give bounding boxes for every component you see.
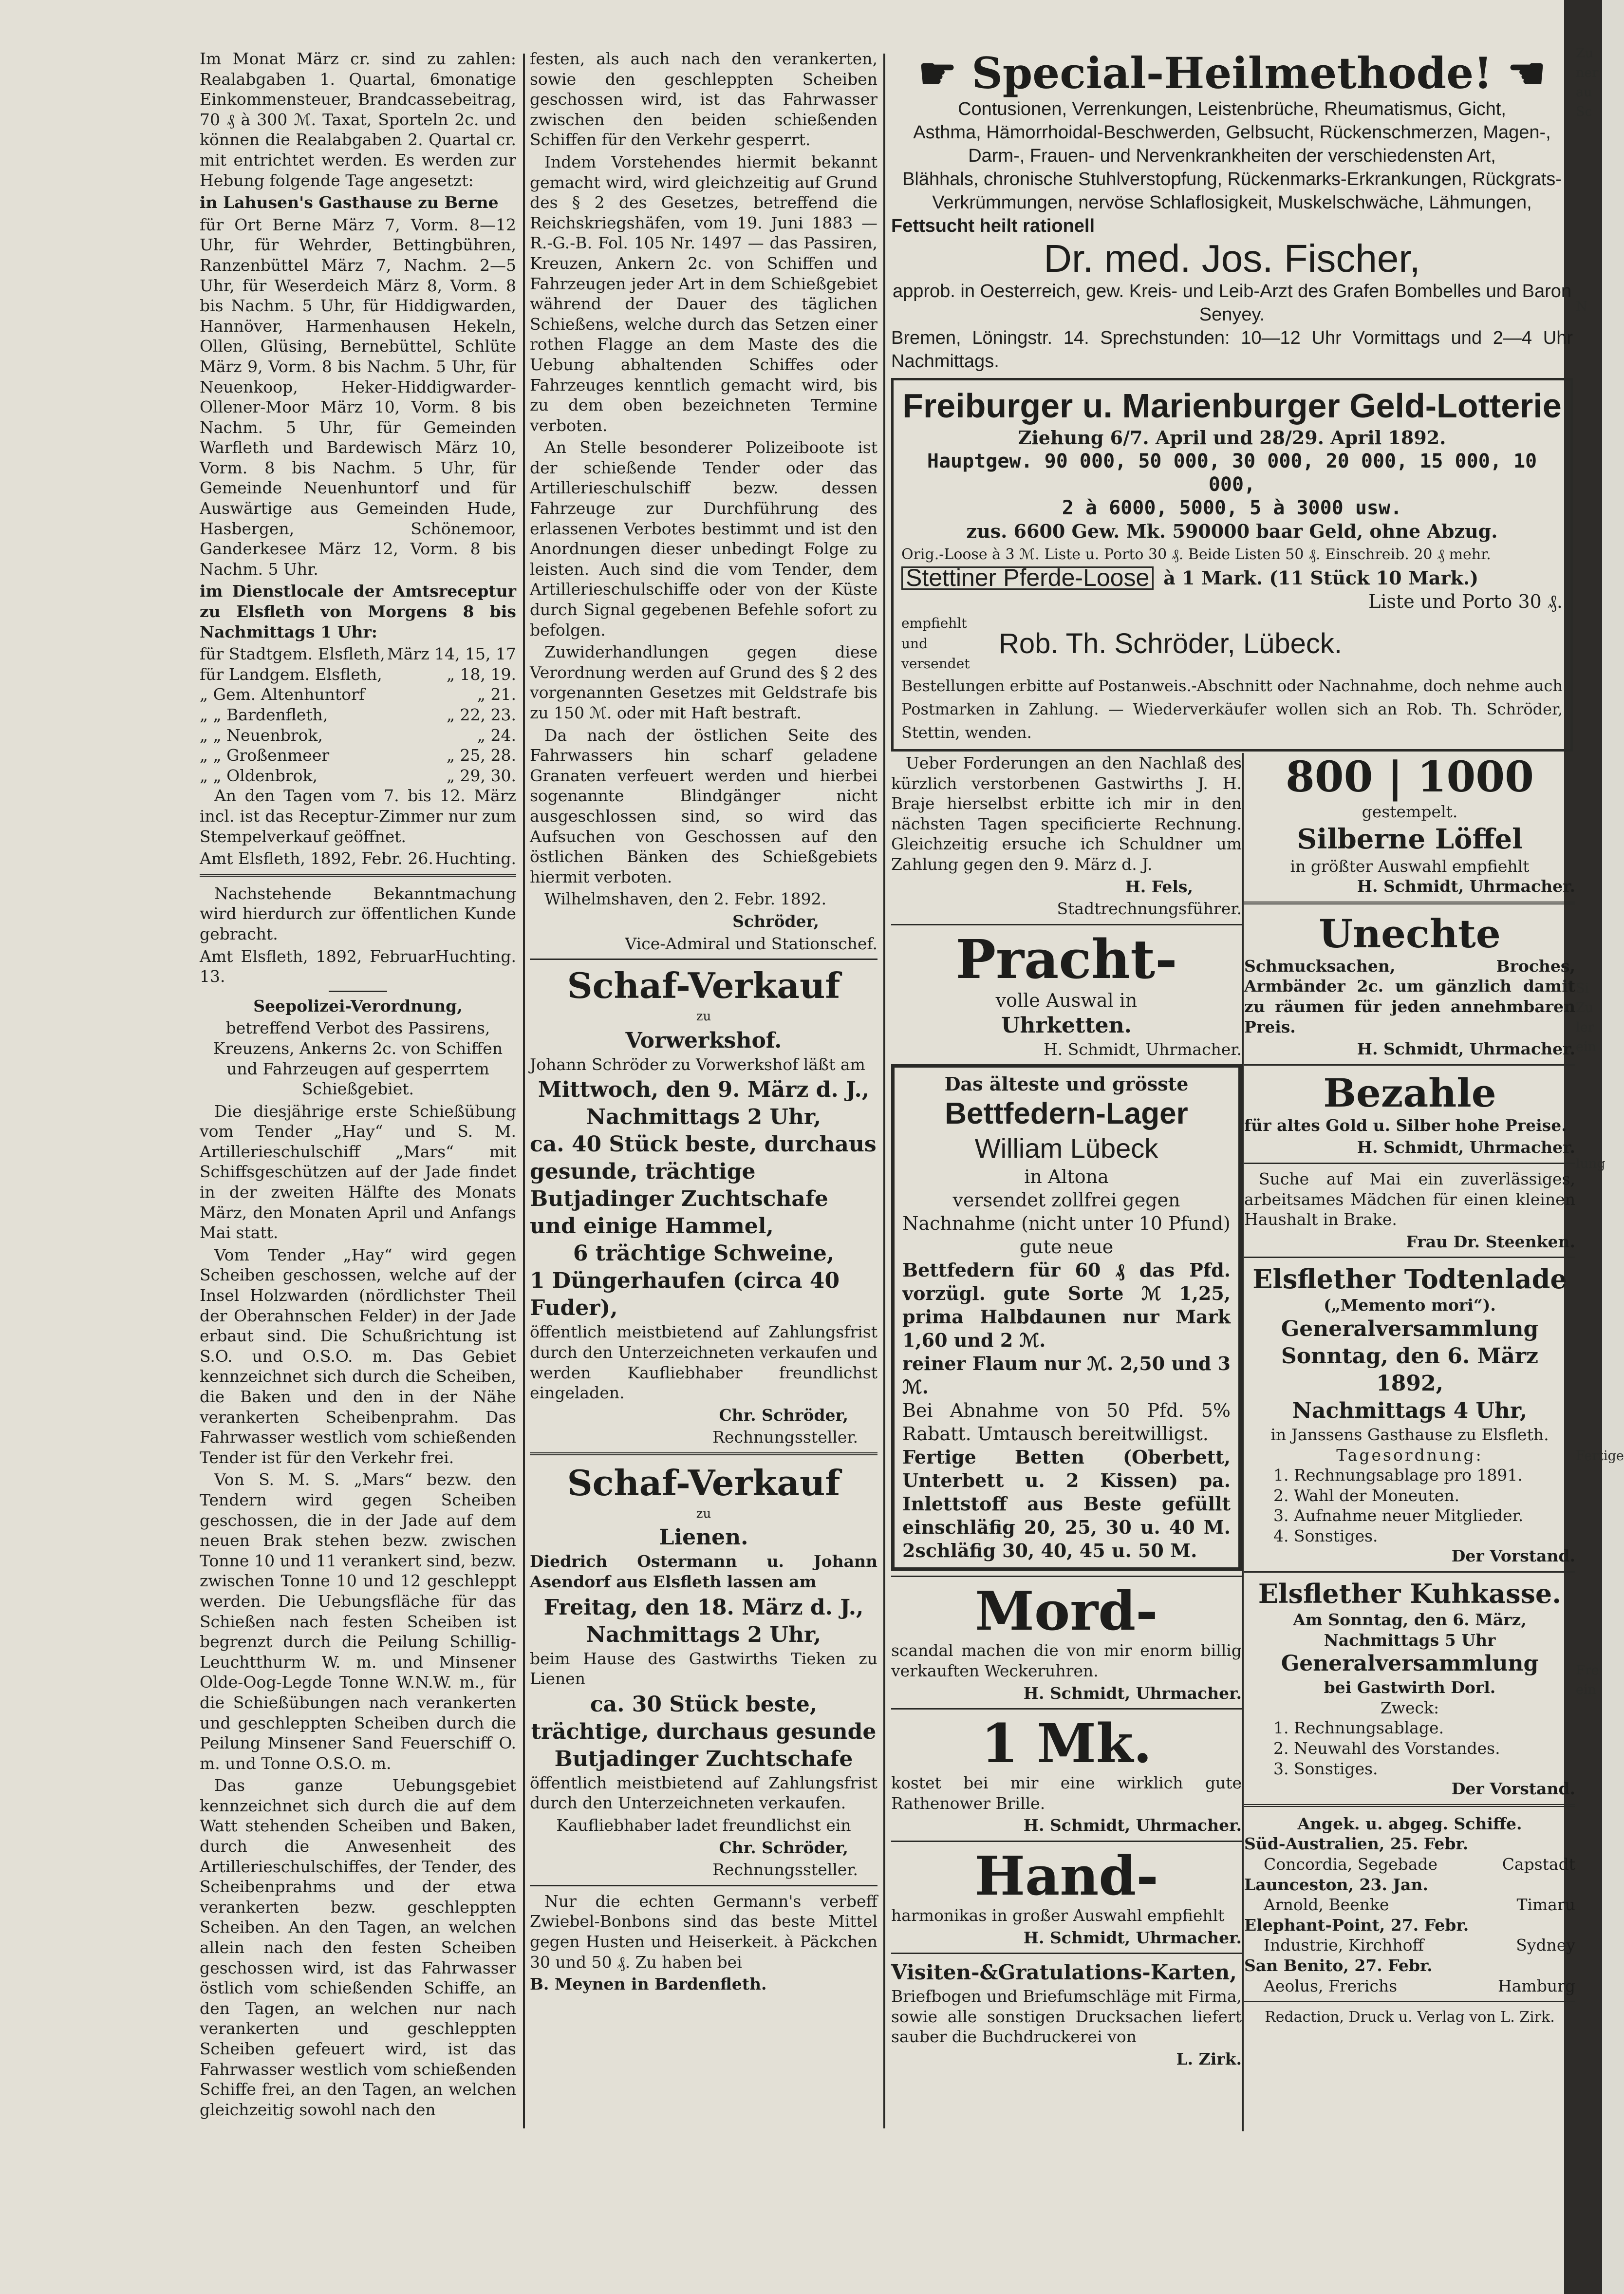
- strip-fragment: [1576, 1115, 1602, 1135]
- ad-text: volle Auswal in: [995, 989, 1138, 1011]
- ad-text: empfiehlt und versendet: [901, 615, 970, 672]
- ad-signer: H. Schmidt, Uhrmacher.: [1023, 1928, 1242, 1947]
- strip-fragment: Fertige: [1576, 1448, 1624, 1464]
- strip-fragment: [1576, 1193, 1602, 1213]
- ordinance-paragraph: festen, als auch nach den verankerten, sowie den geschleppten Scheiben geschossen wird, ist das Fahrwasser zwischen den beiden schießenden Schiffen für den Verkehr gesperrt.: [530, 49, 877, 150]
- strip-fragment: [1576, 687, 1602, 706]
- ad-text: versendet zollfrei gegen Nachnahme (nicht unter 10 Pfund) gute neue: [902, 1189, 1231, 1258]
- ad-title: Generalversammlung: [1281, 1651, 1539, 1676]
- strip-fragment: [1576, 1797, 1602, 1817]
- strip-fragment: [1576, 141, 1602, 161]
- table-row: für Landgem. Elsfleth, „ 18, 19.: [200, 664, 516, 684]
- ad-signer-title: Rechnungssteller.: [712, 1860, 858, 1880]
- ad-title: Pracht-: [955, 927, 1177, 991]
- ad-signer: H. Schmidt, Uhrmacher.: [1023, 1683, 1242, 1703]
- ordinance-paragraph: Von S. M. S. „Mars“ bezw. den Tendern wird gegen Scheiben geschossen, die in der Jade auf dem neuen Brak stehen bezw. zwischen Tonne 10 und 11 verankert sind, bezw. zwischen Tonne 10 und 12 geschleppt werden. Die Uebungsfläche für das Schießen nach festen Scheiben ist begrenzt durch die Peilung Schillig-Leuchtthurm W. m. und Minsener Olde-Oog-Legde Tonne W.N.W. m., für die Schießübungen nach verankerten und geschleppten Scheiben durch die Peilung Minsener Sand Feuerschiff O. m. und Tonne O.S.O. m.: [200, 1470, 516, 1773]
- strip-fragment: Sc: [1576, 104, 1592, 119]
- ad-signer: H. Schmidt, Uhrmacher.: [1357, 1039, 1575, 1059]
- strip-fragment: [1576, 843, 1602, 862]
- ordinance-paragraph: Das ganze Uebungsgebiet kennzeichnet sich durch die auf dem Watt stehenden Scheiben und Baken, durch die Anwesenheit des Artillerieschulschiffes, der Tender, des Scheibenprahms und der etwa verankerten bezw. geschleppten Scheiben. An den Tagen, an welchen allein nach den festen Scheiben geschossen wird, ist das Fahrwasser östlich vom schießenden Schiffe, an den Tagen, an welchen nur nach verankerten und geschleppten Scheiben gefeuert wird, ist das Fahrwasser westlich vom schießenden Schiffe frei, an den Tagen, an welchen gleichzeitig sowohl nach den: [200, 1776, 516, 2119]
- ad-signer: Chr. Schröder,: [719, 1405, 848, 1425]
- ad-text: bei Gastwirth Dorl.: [1324, 1678, 1496, 1697]
- divider: [891, 1576, 1242, 1577]
- ad-text: öffentlich meistbietend auf Zahlungsfrist durch den Unterzeichneten verkaufen.: [530, 1773, 877, 1813]
- ad-text: approb. in Oesterreich, gew. Kreis- und Leib-Arzt des Grafen Bombelles und Baron Senyey.: [892, 281, 1572, 325]
- tax-location-heading: im Dienstlocale der Amtsreceptur zu Elsfleth von Morgens 8 bis Nachmittags 1 Uhr:: [200, 582, 516, 641]
- strip-fragment: [1576, 765, 1602, 784]
- ad-title: Mord-: [975, 1579, 1158, 1643]
- strip-fragment: [1576, 940, 1602, 959]
- ad-text: reiner Flaum nur ℳ. 2,50 und 3 ℳ.: [902, 1353, 1231, 1398]
- strip-fragment: [1576, 1563, 1602, 1583]
- ad-time: Nachmittags 2 Uhr,: [586, 1622, 821, 1647]
- ad-text: Bei Abnahme von 50 Pfd. 5% Rabatt. Umtausch bereitwilligst.: [902, 1400, 1231, 1445]
- strip-fragment: [1576, 453, 1602, 472]
- ad-text: Das älteste und grösste: [944, 1073, 1189, 1095]
- list-item: 2. Neuwahl des Vorstandes.: [1273, 1739, 1500, 1758]
- strip-fragment: [1576, 414, 1602, 433]
- ad-title: Bezahle: [1323, 1070, 1496, 1116]
- ordinance-paragraph: An Stelle besonderer Polizeiboote ist der schießende Tender oder das Artillerieschulschiff bezw. dessen Fahrzeuge zur Durchführung des erlassenen Verbotes bestimmt und ist den Anordnungen dieser unbedingt Folge zu leisten. Auch sind die vom Tender, dem Artillerieschulschiffe oder von der Küste durch Signal gegebenen Befehle sofort zu befolgen.: [530, 438, 877, 639]
- strip-fragment: [1576, 1856, 1602, 1875]
- column-rule: [1242, 753, 1244, 2131]
- strip-fragment: [1576, 1135, 1602, 1154]
- strip-fragment: [1576, 1524, 1602, 1544]
- ad-text: Kaufliebhaber ladet freundlichst ein: [556, 1816, 851, 1835]
- ad-date: Mittwoch, den 9. März d. J.,: [538, 1077, 870, 1103]
- strip-fragment: [1576, 1583, 1602, 1602]
- ad-title: Hand-: [974, 1844, 1158, 1907]
- strip-fragment: [1576, 1076, 1602, 1096]
- table-row: Concordia, Segebade Capstadt: [1264, 1855, 1575, 1874]
- ad-text: in größter Auswahl empfiehlt: [1290, 856, 1530, 876]
- ad-text: Tagesordnung:: [1336, 1445, 1483, 1465]
- ad-text: Liste und Porto 30 ₰.: [1368, 591, 1563, 612]
- strip-fragment: [1576, 1992, 1602, 2012]
- strip-fragment: [1576, 570, 1602, 589]
- strip-fragment: [1576, 1485, 1602, 1505]
- ad-title: Elsflether Kuhkasse.: [1258, 1578, 1562, 1610]
- strip-fragment: [1576, 1719, 1602, 1739]
- strip-fragment: [1576, 122, 1602, 141]
- ad-text: zus. 6600 Gew. Mk. 590000 baar Geld, ohne Abzug.: [966, 520, 1498, 542]
- strip-fragment: [1576, 1602, 1602, 1622]
- ordinance-title: Seepolizei-Verordnung,: [253, 996, 463, 1015]
- ad-text: Blähhals, chronische Stuhlverstopfung, Rückenmarks-Erkrankungen, Rückgrats-Verkrümmungen, nervöse Schlaflosigkeit, Muskelschwäche, Lähmungen,: [902, 169, 1562, 213]
- ad-text: Ueber Forderungen an den Nachlaß des kürzlich verstorbenen Gastwirths J. H. Braje hierselbst erbitte ich mir in den nächsten Tagen specificierte Rechnung. Gleichzeitig ersuche ich Schuldner um Zahlung gegen den 9. März d. J.: [891, 753, 1242, 874]
- ad-text: zu: [696, 1009, 711, 1024]
- notice-intro: Nachstehende Bekanntmachung wird hierdurch zur öffentlichen Kunde gebracht.: [200, 884, 516, 943]
- column-5: [1244, 753, 1575, 2136]
- divider: [1244, 2001, 1575, 2002]
- doctor-name: Dr. med. Jos. Fischer,: [1044, 237, 1420, 280]
- ad-signer-title: Rechnungssteller.: [712, 1428, 858, 1447]
- divider: [329, 991, 387, 992]
- ad-signer: H. Schmidt, Uhrmacher.: [1043, 1039, 1242, 1059]
- strip-fragment: [1576, 492, 1602, 511]
- strip-fragment: [1576, 1057, 1602, 1076]
- strip-fragment: [1576, 1973, 1602, 1992]
- tax-notice: Im Monat März cr. sind zu zahlen: Realabgaben 1. Quartal, 6monatige Einkommensteuer, Brandcassebeitrag, 70 ₰ à 300 ℳ. Taxat, Sporteln 2c. und können die Realabgaben 2. Quartal cr. mit entrichtet werden. Es werden zur Hebung folgende Tage angesetzt:: [200, 49, 516, 190]
- strip-fragment: [1576, 1817, 1602, 1836]
- strip-fragment: [1576, 1310, 1602, 1330]
- strip-fragment: [1576, 1388, 1602, 1408]
- strip-fragment: [1576, 1700, 1602, 1719]
- strip-fragment: Si: [1576, 981, 1589, 996]
- strip-fragment: [1576, 882, 1602, 901]
- strip-fragment: [1576, 1953, 1602, 1973]
- strip-fragment: [1576, 1252, 1602, 1271]
- ad-text: („Memento mori“).: [1324, 1296, 1496, 1315]
- strip-fragment: [1576, 356, 1602, 375]
- list-item: 1. Rechnungsablage.: [1273, 1718, 1444, 1738]
- ad-goods: 6 trächtige Schweine,: [573, 1241, 835, 1266]
- divider: [1244, 1064, 1575, 1066]
- list-item: 4. Sonstiges.: [1273, 1526, 1378, 1545]
- divider: [1244, 1257, 1575, 1258]
- ad-signer: B. Meynen in Bardenfleth.: [530, 1974, 767, 1994]
- strip-fragment: [1576, 1213, 1602, 1232]
- ad-title: Bettfedern-Lager: [945, 1097, 1188, 1131]
- strip-fragment: [1576, 667, 1602, 687]
- divider: [200, 874, 516, 879]
- ad-signer: H. Schmidt, Uhrmacher.: [1357, 877, 1575, 896]
- strip-fragment: [1576, 1758, 1602, 1778]
- strip-fragment: [1576, 1427, 1602, 1447]
- strip-fragment: [1576, 1408, 1602, 1427]
- table-row: „ „ Oldenbrok, „ 29, 30.: [200, 766, 516, 785]
- strip-fragment: [1576, 609, 1602, 628]
- strip-fragment: ler: [1576, 1020, 1594, 1035]
- table-row: „ „ Großenmeer „ 25, 28.: [200, 746, 516, 765]
- strip-fragment: [1576, 1466, 1602, 1485]
- ad-text: in Altona: [1024, 1166, 1109, 1188]
- tax-schedule-berne: für Ort Berne März 7, Vorm. 8—12 Uhr, für Wehrder, Bettingbühren, Ranzenbüttel März 7, Nachm. 2—5 Uhr, für Weserdeich März 8, Vorm. 8 bis Nachm. 5 Uhr, für Hiddigwarden, Hannöver, Harmenhausen Hekeln, Ollen, Glüsing, Bernebüttel, Schlüte März 9, Vorm. 8 bis Nachm. 5 Uhr, für Neuenkoop, Heker-Hiddigwarder-Ollener-Moor März 10, Vorm. 8 bis Nachm. 5 Uhr, für Gemeinden Warfleth und Bardewisch März 10, Vorm. 8 bis Nachm. 5 Uhr, für Gemeinde Neuenhuntorf und für Auswärtige aus Gemeinden Hude, Hasbergen, Schönemoor, Ganderkesee März 12, Vorm. 8 bis Nachm. 5 Uhr.: [200, 215, 516, 579]
- strip-fragment: N: [1576, 299, 1587, 314]
- ad-text: Johann Schröder zu Vorwerkshof läßt am: [530, 1054, 865, 1074]
- ad-signer: Chr. Schröder,: [719, 1838, 848, 1857]
- ad-place: Lienen.: [659, 1525, 748, 1550]
- ad-text: Briefbogen und Briefumschläge mit Firma, sowie alle sonstigen Drucksachen liefert sauber die Buchdruckerei von: [891, 1987, 1242, 2047]
- strip-fragment: [1576, 511, 1602, 531]
- ordinance-subtitle: betreffend Verbot des Passirens, Kreuzens, Ankerns 2c. von Schiffen und Fahrzeugen auf gesperrtem Schießgebiet.: [213, 1018, 503, 1099]
- ad-goods: ca. 30 Stück beste, trächtige, durchaus gesunde Butjadinger Zuchtschafe: [531, 1692, 877, 1771]
- divider: [891, 924, 1242, 925]
- ad-text: Stettiner Pferde-Loose: [901, 566, 1154, 590]
- strip-fragment: [1576, 278, 1602, 297]
- ad-text: Suche auf Mai ein zuverlässiges, arbeitsames Mädchen für einen kleinen Haushalt in Brake.: [1244, 1169, 1575, 1229]
- divider: [1244, 902, 1575, 906]
- ad-title: Uhrketten.: [1001, 1013, 1132, 1038]
- ad-signer-title: Stadtrechnungsführer.: [1057, 899, 1242, 919]
- ad-date: Sonntag, den 6. März 1892,: [1281, 1343, 1539, 1396]
- strip-fragment: [1576, 433, 1602, 453]
- strip-fragment: [1576, 1914, 1602, 1934]
- ad-title: Visiten-&Gratulations-Karten,: [891, 1960, 1237, 1985]
- column-2: [530, 49, 877, 2128]
- divider: [1244, 1163, 1575, 1164]
- ad-title: ☛ Special-Heilmethode! ☚: [918, 48, 1546, 98]
- ad-title: Schaf-Verkauf: [567, 965, 840, 1007]
- strip-fragment: [1576, 784, 1602, 804]
- ad-signer: L. Zirk.: [1176, 2049, 1242, 2068]
- divider: [1244, 1571, 1575, 1573]
- list-item: 3. Aufnahme neuer Mitglieder.: [1273, 1506, 1524, 1525]
- table-row: San Benito, 27. Febr.: [1244, 1956, 1433, 1975]
- ordinance-signer-title: Vice-Admiral und Stationschef.: [625, 934, 877, 953]
- column-rule: [523, 54, 525, 2128]
- strip-fragment: [1576, 161, 1602, 180]
- column-rule: [883, 54, 885, 2128]
- divider: [891, 1841, 1242, 1842]
- table-row: Launceston, 23. Jan.: [1244, 1875, 1428, 1894]
- strip-fragment: [1576, 1895, 1602, 1914]
- ad-signer: Der Vorstand.: [1451, 1779, 1575, 1799]
- strip-fragment: [1576, 862, 1602, 882]
- ad-row: [901, 613, 1563, 674]
- strip-fragment: [1576, 1096, 1602, 1115]
- column-1: [200, 49, 516, 2128]
- strip-fragment: [1576, 336, 1602, 356]
- ad-date: Freitag, den 18. März d. J.,: [543, 1595, 864, 1620]
- ad-title: Generalversammlung: [1281, 1316, 1539, 1341]
- ordinance-paragraph: Da nach der östlichen Seite des Fahrwassers hin scharf geladene Granaten verfeuert werden und hierbei sogenannte Blindgänger nicht ausgeschlossen sind, so wird das Aufsuchen von Geschossen auf den östlichen Bänken des Schießgebiets hiermit verboten.: [530, 725, 877, 886]
- ad-text: Schmucksachen, Broches, Armbänder 2c. um gänzlich damit zu räumen für jeden annehmbaren Preis.: [1244, 956, 1575, 1036]
- ad-text: scandal machen die von mir enorm billig verkauften Weckeruhren.: [891, 1641, 1242, 1680]
- strip-fragment: [1576, 706, 1602, 726]
- strip-fragment: [1576, 550, 1602, 570]
- strip-fragment: Zu: [1576, 1000, 1594, 1015]
- ad-text: in Janssens Gasthause zu Elsfleth.: [1270, 1425, 1549, 1444]
- table-row: Elephant-Point, 27. Febr.: [1244, 1915, 1469, 1935]
- strip-fragment: [1576, 628, 1602, 648]
- ad-signer: H. Schmidt, Uhrmacher.: [1023, 1816, 1242, 1835]
- strip-fragment: [1576, 589, 1602, 609]
- strip-fragment: [1576, 1934, 1602, 1953]
- strip-fragment: [1576, 1232, 1602, 1252]
- ad-text: zu: [696, 1506, 711, 1521]
- strip-fragment: [1576, 901, 1602, 921]
- strip-fragment: [1576, 1641, 1602, 1661]
- adjacent-page-strip: [1576, 44, 1624, 2012]
- ad-text: für altes Gold u. Silber hohe Preise.: [1244, 1115, 1567, 1135]
- strip-fragment: [1576, 1739, 1602, 1758]
- strip-fragment: [1576, 745, 1602, 765]
- signature-line: Amt Elsfleth, 1892, Februar 13. Huchting.: [200, 946, 516, 986]
- ad-time: Nachmittags 4 Uhr,: [1292, 1398, 1528, 1423]
- strip-fragment: [1576, 804, 1602, 823]
- bettfedern-ad: [891, 1064, 1242, 1571]
- strip-fragment: [1576, 726, 1602, 745]
- ad-text: Bremen, Löningstr. 14. Sprechstunden: 10—12 Uhr Vormittags und 2—4 Uhr Nachmittags.: [891, 328, 1573, 372]
- ad-text: 2 à 6000, 5000, 5 à 3000 usw.: [1062, 497, 1402, 519]
- ad-text: harmonikas in großer Auswahl empfiehlt: [891, 1905, 1225, 1925]
- strip-fragment: lung: [1576, 1156, 1605, 1171]
- strip-fragment: [1576, 472, 1602, 492]
- ad-text: Am Sonntag, den 6. März, Nachmittags 5 Uhr: [1293, 1610, 1527, 1650]
- divider: [1244, 1804, 1575, 1809]
- strip-fragment: [1576, 1875, 1602, 1895]
- ad-text: Darm-, Frauen- und Nervenkrankheiten der verschiedensten Art,: [968, 146, 1496, 166]
- tax-location-heading: in Lahusen's Gasthause zu Berne: [200, 193, 499, 212]
- tax-schedule-table: [200, 644, 516, 786]
- strip-fragment: [1576, 258, 1602, 278]
- strip-fragment: ein: [1576, 1682, 1597, 1697]
- strip-fragment: ein: [1576, 1039, 1597, 1054]
- ad-signer: Frau Dr. Steenken.: [1406, 1232, 1575, 1251]
- ad-title: Elsflether Todtenlade: [1252, 1263, 1567, 1295]
- table-row: Industrie, Kirchhoff Sydney: [1264, 1936, 1575, 1955]
- ad-title: Silberne Löffel: [1297, 823, 1523, 855]
- ad-signer: H. Schmidt, Uhrmacher.: [1357, 1138, 1575, 1157]
- table-row: „ „ Bardenfleth, „ 22, 23.: [200, 705, 516, 724]
- strip-fragment: [1576, 531, 1602, 550]
- ad-signer: Der Vorstand.: [1451, 1546, 1575, 1566]
- ad-title: 800 | 1000: [1285, 752, 1534, 802]
- strip-fragment: [1576, 200, 1602, 219]
- table-row: für Stadtgem. Elsfleth, März 14, 15, 17: [200, 644, 516, 664]
- ad-place: Vorwerkshof.: [625, 1028, 782, 1053]
- ad-title: 1 Mk.: [981, 1712, 1152, 1775]
- strip-fragment: [1576, 1174, 1602, 1193]
- divider: [530, 959, 877, 960]
- ad-text: Contusionen, Verrenkungen, Leistenbrüche, Rheumatismus, Gicht,: [958, 99, 1506, 119]
- list-item: 2. Wahl der Moneuten.: [1273, 1485, 1460, 1505]
- ad-text: Rob. Th. Schröder, Lübeck.: [999, 627, 1343, 659]
- ordinance-paragraph: Indem Vorstehendes hiermit bekannt gemacht wird, wird gleichzeitig auf Grund des § 2 des Gesetzes, betreffend die Reichskriegshäfen, vom 19. Juni 1883 — R.-G.-B. Fol. 105 Nr. 1497 — das Passiren, Kreuzen, Ankern 2c. von Schiffen und Fahrzeugen jeder Art in dem Schießgebiet während der Dauer des täglichen Schießens, welche durch das Setzen einer rothen Flagge an dem Maste des die Uebung abhaltenden Schiffes oder Fahrzeuges kenntlich gemacht wird, bis zu dem oben bezeichneten Termine verboten.: [530, 152, 877, 435]
- strip-fragment: [1576, 1330, 1602, 1349]
- strip-fragment: [1576, 921, 1602, 940]
- ad-text: Hauptgew. 90 000, 50 000, 30 000, 20 000, 15 000, 10 000,: [927, 450, 1537, 496]
- strip-fragment: ner: [1576, 65, 1599, 80]
- strip-fragment: [1576, 1291, 1602, 1310]
- ad-text: Orig.-Loose à 3 ℳ. Liste u. Porto 30 ₰. Beide Listen 50 ₰. Einschreib. 20 ₰ mehr.: [901, 546, 1491, 563]
- ad-text: kostet bei mir eine wirklich gute Rathenower Brille.: [891, 1773, 1242, 1813]
- ordinance-paragraph: Die diesjährige erste Schießübung vom Tender „Hay“ und S. M. Artillerieschulschiff „Mars“ mit Schiffsgeschützen auf der Jade findet in der zweiten Hälfte des Monats März, den Monaten April und Anfangs Mai statt.: [200, 1101, 516, 1242]
- ad-title: Unechte: [1319, 910, 1501, 957]
- ad-text: Diedrich Ostermann u. Johann Asendorf aus Elsfleth lassen am: [530, 1552, 877, 1592]
- strip-fragment: [1576, 239, 1602, 258]
- table-row: Arnold, Beenke Timaru: [1264, 1895, 1575, 1915]
- imprint: Redaction, Druck u. Verlag von L. Zirk.: [1265, 2009, 1555, 2026]
- lottery-ad: [891, 378, 1573, 752]
- ad-text: Bestellungen erbitte auf Postanweis.-Abschnitt oder Nachnahme, doch nehme auch Postmarken in Zahlung. — Wiederverkäufer wollen sich an Rob. Th. Schröder, Stettin, wenden.: [901, 676, 1563, 742]
- tax-note: An den Tagen vom 7. bis 12. März incl. ist das Receptur-Zimmer nur zum Stempelverkauf geöffnet.: [200, 786, 516, 846]
- ad-text: gestempelt.: [1362, 802, 1458, 821]
- strip-fragment: [1576, 180, 1602, 200]
- strip-fragment: [1576, 1622, 1602, 1641]
- strip-fragment: [1576, 219, 1602, 239]
- divider: [891, 1708, 1242, 1710]
- ordinance-date: Wilhelmshaven, den 2. Febr. 1892.: [544, 889, 827, 909]
- table-row: „ „ Neuenbrok, „ 24.: [200, 725, 516, 745]
- section-heading: Angek. u. abgeg. Schiffe.: [1297, 1814, 1522, 1833]
- ad-goods: ca. 40 Stück beste, durchaus gesunde, trächtige Butjadinger Zuchtschafe und einige Hammel,: [530, 1132, 877, 1239]
- strip-fragment: [1576, 648, 1602, 667]
- list-item: 1. Rechnungsablage pro 1891.: [1273, 1466, 1523, 1485]
- list-item: 3. Sonstiges.: [1273, 1759, 1378, 1778]
- ordinance-paragraph: Zuwiderhandlungen gegen diese Verordnung werden auf Grund des § 2 des vorgenannten Gesetzes mit Geldstrafe bis zu 150 ℳ. oder mit Haft bestraft.: [530, 642, 877, 722]
- strip-fragment: [1576, 1505, 1602, 1524]
- table-row: Aeolus, Frerichs Hamburg: [1264, 1976, 1575, 1995]
- ordinance-paragraph: Vom Tender „Hay“ wird gegen Scheiben geschossen, welche auf der Insel Holzwarden (nördlichster Theil der Oberahnschen Felder) in der Jade erbaut sind. Die Schußrichtung ist S.O. und O.S.O. m. Das Gebiet kennzeichnet sich durch die Scheiben, die Baken und den in der Nähe verankerten Scheibenprahm. Das Fahrwasser westlich vom schießenden Tender ist für den Verkehr frei.: [200, 1245, 516, 1467]
- strip-fragment: [1576, 959, 1602, 979]
- signature-line: Amt Elsfleth, 1892, Febr. 26. Huchting.: [200, 849, 516, 868]
- strip-fragment: [1576, 1271, 1602, 1291]
- strip-fragment: Fre: [1576, 1663, 1599, 1678]
- divider: [530, 1885, 877, 1886]
- strip-fragment: au: [1576, 85, 1592, 100]
- ad-goods: 1 Düngerhaufen (circa 40 Fuder),: [530, 1268, 840, 1321]
- ad-text: Fertige Betten (Oberbett, Unterbett u. 2 Kissen) pa. Inlettstoff aus Beste gefüllt einschläfig 20, 25, 30 u. 40 M. 2schläfig 30, 40, 45 u. 50 M.: [902, 1446, 1231, 1562]
- ad-text: Bettfedern für 60 ₰ das Pfd. vorzügl. gute Sorte ℳ 1,25, prima Halbdaunen nur Mark 1,60 und 2 ℳ.: [902, 1259, 1231, 1352]
- column-4: [891, 753, 1242, 2136]
- ad-time: Nachmittags 2 Uhr,: [586, 1105, 821, 1130]
- strip-fragment: [1576, 823, 1602, 843]
- strip-fragment: [1576, 375, 1602, 395]
- ad-title: William Lübeck: [974, 1133, 1158, 1164]
- ad-text: Fettsucht heilt rationell: [891, 216, 1095, 236]
- ad-text: beim Hause des Gastwirths Tieken zu Lienen: [530, 1649, 877, 1689]
- table-row: „ Gem. Altenhuntorf „ 21.: [200, 685, 516, 704]
- ad-text: Ziehung 6/7. April und 28/29. April 1892.: [1018, 427, 1446, 449]
- divider: [891, 1953, 1242, 1954]
- table-row: Süd-Australien, 25. Febr.: [1244, 1834, 1469, 1854]
- ad-text: Asthma, Hämorrhoidal-Beschwerden, Gelbsucht, Rückenschmerzen, Magen-,: [913, 122, 1551, 143]
- ad-text: Zweck:: [1380, 1698, 1439, 1717]
- ad-text: à 1 Mark. (11 Stück 10 Mark.): [1163, 567, 1479, 589]
- ad-text: Nur die echten Germann's verbeff Zwiebel-Bonbons sind das beste Mittel gegen Husten und Heiserkeit. à Päckchen 30 und 50 ₰. Zu haben bei: [530, 1891, 877, 1972]
- ordinance-signer: Schröder,: [732, 911, 819, 931]
- strip-fragment: [1576, 1369, 1602, 1388]
- strip-fragment: [1576, 317, 1602, 336]
- strip-fragment: [1576, 1778, 1602, 1797]
- ad-row: [901, 566, 1563, 590]
- divider: [530, 1452, 877, 1457]
- strip-fragment: [1576, 1349, 1602, 1369]
- ad-title: Freiburger u. Marienburger Geld-Lotterie: [902, 387, 1562, 425]
- ship-list: [1244, 1834, 1575, 1996]
- strip-fragment: [1576, 1544, 1602, 1563]
- top-right-ads: [891, 49, 1573, 750]
- strip-fragment: Zu: [1576, 46, 1594, 61]
- ad-title: Schaf-Verkauf: [567, 1462, 840, 1504]
- strip-fragment: [1576, 395, 1602, 414]
- strip-fragment: [1576, 1836, 1602, 1856]
- ad-signer: H. Fels,: [1125, 877, 1193, 896]
- ad-text: öffentlich meistbietend auf Zahlungsfrist durch den Unterzeichneten verkaufen und werden Kaufliebhaber freundlichst eingeladen.: [530, 1322, 877, 1403]
